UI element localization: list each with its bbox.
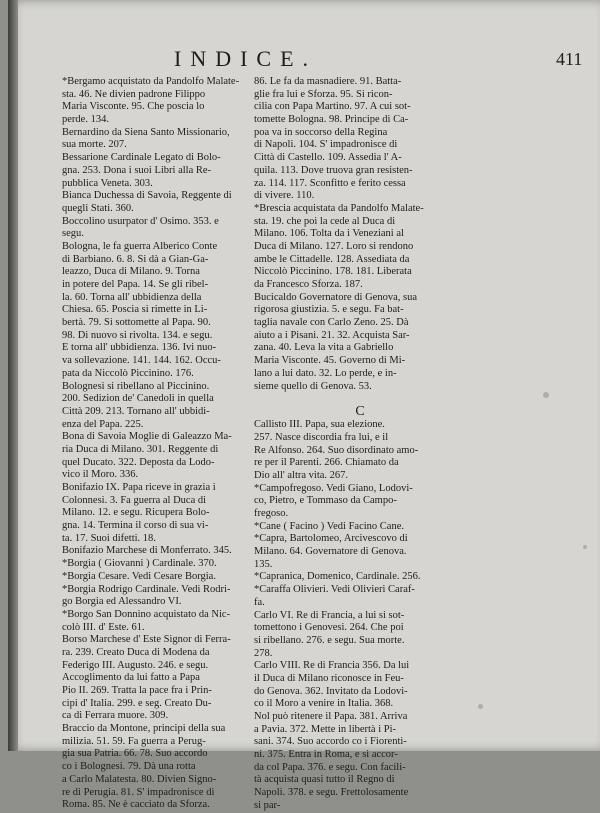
index-line: di vivere. 110. [254, 190, 315, 202]
index-line: a Pavia. 372. Mette in libertà i Pi- [254, 723, 397, 735]
index-line: si ribellano. 276. e segu. Sua morte. [254, 634, 405, 646]
index-line: sua morte. 207. [62, 139, 127, 151]
index-line: Dio all' altra vita. 267. [254, 469, 349, 481]
index-line: vico il Moro. 336. [62, 469, 139, 481]
page-header [8, 46, 600, 70]
index-line: Federigo III. Augusto. 246. e segu. [62, 659, 209, 671]
index-line: rigorosa giustizia. 5. e segu. Fa bat- [254, 304, 404, 316]
index-line: 86. Le fa da masnadiere. 91. Batta- [254, 76, 402, 87]
index-line: Borso Marchese d' Este Signor di Ferra- [62, 634, 231, 646]
index-line: Carlo VI. Re di Francia, a lui si sot- [254, 609, 405, 621]
index-line: a Carlo Malatesta. 80. Divien Signo- [62, 773, 217, 785]
foxing-spot [583, 545, 587, 549]
index-line: *Campofregoso. Vedi Giano, Lodovi- [254, 482, 413, 494]
index-line: E torna all' ubbidienza. 136. Ivi nuo- [62, 342, 217, 354]
index-line: Pio II. 269. Tratta la pace fra i Prin- [62, 685, 212, 696]
index-entries-b-continued [254, 76, 466, 393]
index-line: fa. [254, 596, 265, 608]
index-line: *Bergamo acquistato da Pandolfo Malate- [62, 76, 240, 87]
index-line: quegli Stati. 360. [62, 202, 134, 214]
page-gutter-shadow [8, 0, 18, 751]
index-line: sta. 46. Ne divien padrone Filippo [62, 88, 206, 100]
index-line: do Genova. 362. Invitato da Lodovi- [254, 685, 408, 697]
index-line: ria Duca di Milano. 301. Reggente di [62, 443, 219, 455]
index-line: re per il Parenti. 266. Chiamato da [254, 457, 399, 469]
index-line: Bona di Savoia Moglie di Galeazzo Ma- [62, 431, 232, 443]
index-line: perde. 134. [62, 114, 109, 126]
page-number: 411 [556, 49, 583, 69]
index-line: pubblica Veneta. 303. [62, 177, 153, 189]
index-line: 278. [254, 647, 273, 659]
index-line: Bessarione Cardinale Legato di Bolo- [62, 152, 221, 164]
index-line: Braccio da Montone, principi della sua [62, 723, 226, 735]
index-line: ta. 17. Suoi difetti. 18. [62, 532, 156, 544]
index-line: poa va in soccorso della Regina [254, 126, 388, 138]
index-line: di Napoli. 104. S' impadronisce di [254, 139, 398, 151]
index-line: Bonifazio IX. Papa riceve in grazia i [62, 482, 216, 493]
index-line: Callisto III. Papa, sua elezione. [254, 419, 385, 431]
index-line: cipi d' Italia. 299. e seg. Creato Du- [62, 697, 212, 709]
index-line: Milano. 64. Governatore di Genova. [254, 546, 407, 558]
index-line: gia sua Patria. 66. 78. Suo accordo [62, 748, 208, 760]
index-line: taglia navale con Carlo Zeno. 25. Dà [254, 317, 409, 329]
index-entries-c [254, 419, 466, 812]
index-line: *Cane ( Facino ) Vedi Facino Cane. [254, 520, 404, 532]
index-line: *Borgia Cesare. Vedi Cesare Borgia. [62, 570, 216, 582]
index-line: *Capra, Bartolomeo, Arcivescovo di [254, 533, 408, 545]
index-line: cilia con Papa Martino. 97. A cui sot- [254, 101, 411, 113]
index-line: za. 114. 117. Sconfitto e ferito cessa [254, 177, 406, 189]
index-line: colò III. d' Este. 61. [62, 621, 145, 633]
index-line: *Caraffa Olivieri. Vedi Olivieri Caraf- [254, 584, 415, 596]
index-line: di Barbiano. 6. 8. Si dà a Gian-Ga- [62, 253, 209, 265]
section-letter: C [355, 404, 365, 420]
index-line: Chiesa. 65. Poscia si rimette in Li- [62, 304, 208, 316]
index-line: ambe le Cittadelle. 128. Assediata da [254, 253, 410, 265]
index-line: la. 60. Torna all' ubbidienza della [62, 291, 202, 303]
index-line: si par- [254, 799, 281, 811]
index-line: tomette Bologna. 98. Principe di Ca- [254, 114, 409, 126]
page-title: INDICE. [174, 46, 318, 71]
index-line: milizia. 51. 59. Fa guerra a Perug- [62, 735, 206, 747]
index-line: Bianca Duchessa di Savoia, Reggente di [62, 190, 232, 202]
index-line: go Borgia ed Alessandro VI. [62, 596, 182, 608]
index-line: enza del Papa. 225. [62, 418, 144, 430]
index-line: sieme quello di Genova. 53. [254, 380, 372, 392]
index-line: *Borgia Rodrigo Cardinale. Vedi Rodri- [62, 583, 231, 595]
index-line: *Borgia ( Giovanni ) Cardinale. 370. [62, 558, 217, 570]
index-line: Niccolò Piccinino. 178. 181. Liberata [254, 266, 412, 278]
index-line: zana. 40. Leva la vita a Gabriello [254, 342, 394, 354]
index-line: pata da Niccolò Piccinino. 176. [62, 367, 194, 379]
index-line: ca di Ferrara muore. 309. [62, 710, 169, 722]
index-column-left [62, 76, 268, 812]
index-line: sani. 374. Suo accordo co i Fiorenti- [254, 736, 407, 748]
index-line: leazzo, Duca di Milano. 9. Torna [62, 266, 200, 278]
index-line: gna. 14. Termina il corso di sua vi- [62, 520, 209, 532]
index-line: *Borgo San Donnino acquistato da Nic- [62, 608, 231, 620]
index-line: lano a lui dato. 32. Lo perde, e in- [254, 367, 397, 379]
index-column-right [254, 76, 466, 813]
index-line: da Francesco Sforza. 187. [254, 279, 363, 290]
index-line: Milano. 12. e segu. Ricupera Bolo- [62, 507, 210, 519]
index-line: va sollevazione. 141. 144. 162. Occu- [62, 355, 221, 367]
index-line: Colonnesi. 3. Fa guerra al Duca di [62, 494, 207, 506]
index-line: Bologna, le fa guerra Alberico Conte [62, 240, 218, 252]
index-line: il Duca di Milano riconosce in Feu- [254, 672, 404, 684]
index-line: tà acquista quasi tutto il Regno di [254, 774, 395, 786]
index-line: Città 209. 213. Tornano all' ubbidi- [62, 405, 210, 417]
index-line: Roma. 85. Ne è cacciato da Sforza. [62, 799, 210, 811]
index-line: da col Papa. 376. e segu. Con facili- [254, 761, 406, 773]
foxing-spot [543, 392, 549, 398]
index-line: Città di Castello. 109. Assedia l' A- [254, 152, 402, 164]
book-page [8, 0, 600, 811]
index-line: co il Moro a venire in Italia. 368. [254, 698, 394, 710]
index-line: Maria Visconte. 45. Governo di Mi- [254, 355, 406, 367]
index-line: re di Perugia. 81. S' impadronisce di [62, 786, 215, 798]
index-line: *Brescia acquistata da Pandolfo Malate- [254, 202, 424, 214]
index-line: segu. [62, 228, 84, 240]
index-line: ra. 239. Creato Duca di Modena da [62, 646, 210, 658]
index-line: quila. 113. Dove truova gran resisten- [254, 164, 413, 176]
index-line: fregoso. [254, 508, 289, 519]
index-line: gna. 253. Dona i suoi Libri alla Re- [62, 164, 212, 176]
index-line: Boccolino usurpator d' Osimo. 353. e [62, 215, 219, 227]
index-line: Nol può ritenere il Papa. 381. Arriva [254, 711, 408, 722]
index-line: co, Pietro, e Tommaso da Campo- [254, 495, 397, 507]
index-line: glie fra lui e Sforza. 95. Si ricon- [254, 88, 393, 100]
index-line: Re Alfonso. 264. Suo disordinato amo- [254, 444, 419, 456]
index-line: 257. Nasce discordia fra lui, e il [254, 431, 389, 443]
index-line: tomettono i Genovesi. 264. Che poi [254, 622, 404, 634]
index-line: Accoglimento da lui fatto a Papa [62, 672, 200, 684]
index-line: Bonifazio Marchese di Monferrato. 345. [62, 545, 232, 557]
index-line: Maria Visconte. 95. Che poscia lo [62, 101, 205, 113]
index-line: Bolognesi si ribellano al Piccinino. [62, 380, 210, 392]
index-line: Duca di Milano. 127. Loro si rendono [254, 240, 414, 252]
index-line: 98. Di nuovo si rivolta. 134. e segu. [62, 329, 213, 341]
index-line: sta. 19. che poi la cede al Duca di [254, 215, 396, 227]
index-line: ni. 375. Entra in Roma, e si accor- [254, 749, 398, 761]
index-line: Bernardino da Siena Santo Missionario, [62, 126, 230, 138]
index-line: bertà. 79. Si sottomette al Papa. 90. [62, 317, 211, 329]
index-line: in potere del Papa. 14. Se gli ribel- [62, 279, 209, 290]
index-line: *Capranica, Domenico, Cardinale. 256. [254, 571, 421, 583]
index-line: 200. Sedizion de' Canedoli in quella [62, 393, 214, 405]
index-line: Bucicaldo Governatore di Genova, sua [254, 291, 417, 303]
index-line: 135. [254, 558, 273, 570]
index-line: quel Ducato. 322. Deposta da Lodo- [62, 456, 215, 468]
index-line: Carlo VIII. Re di Francia 356. Da lui [254, 660, 410, 672]
index-line: Napoli. 378. e segu. Frettolosamente [254, 787, 409, 799]
index-line: aiuto a i Pisani. 21. 32. Acquista Sar- [254, 329, 410, 341]
foxing-spot [478, 704, 483, 709]
index-line: co i Bolognesi. 79. Dà una rotta [62, 761, 196, 773]
index-line: Milano. 106. Tolta da i Veneziani al [254, 228, 404, 240]
